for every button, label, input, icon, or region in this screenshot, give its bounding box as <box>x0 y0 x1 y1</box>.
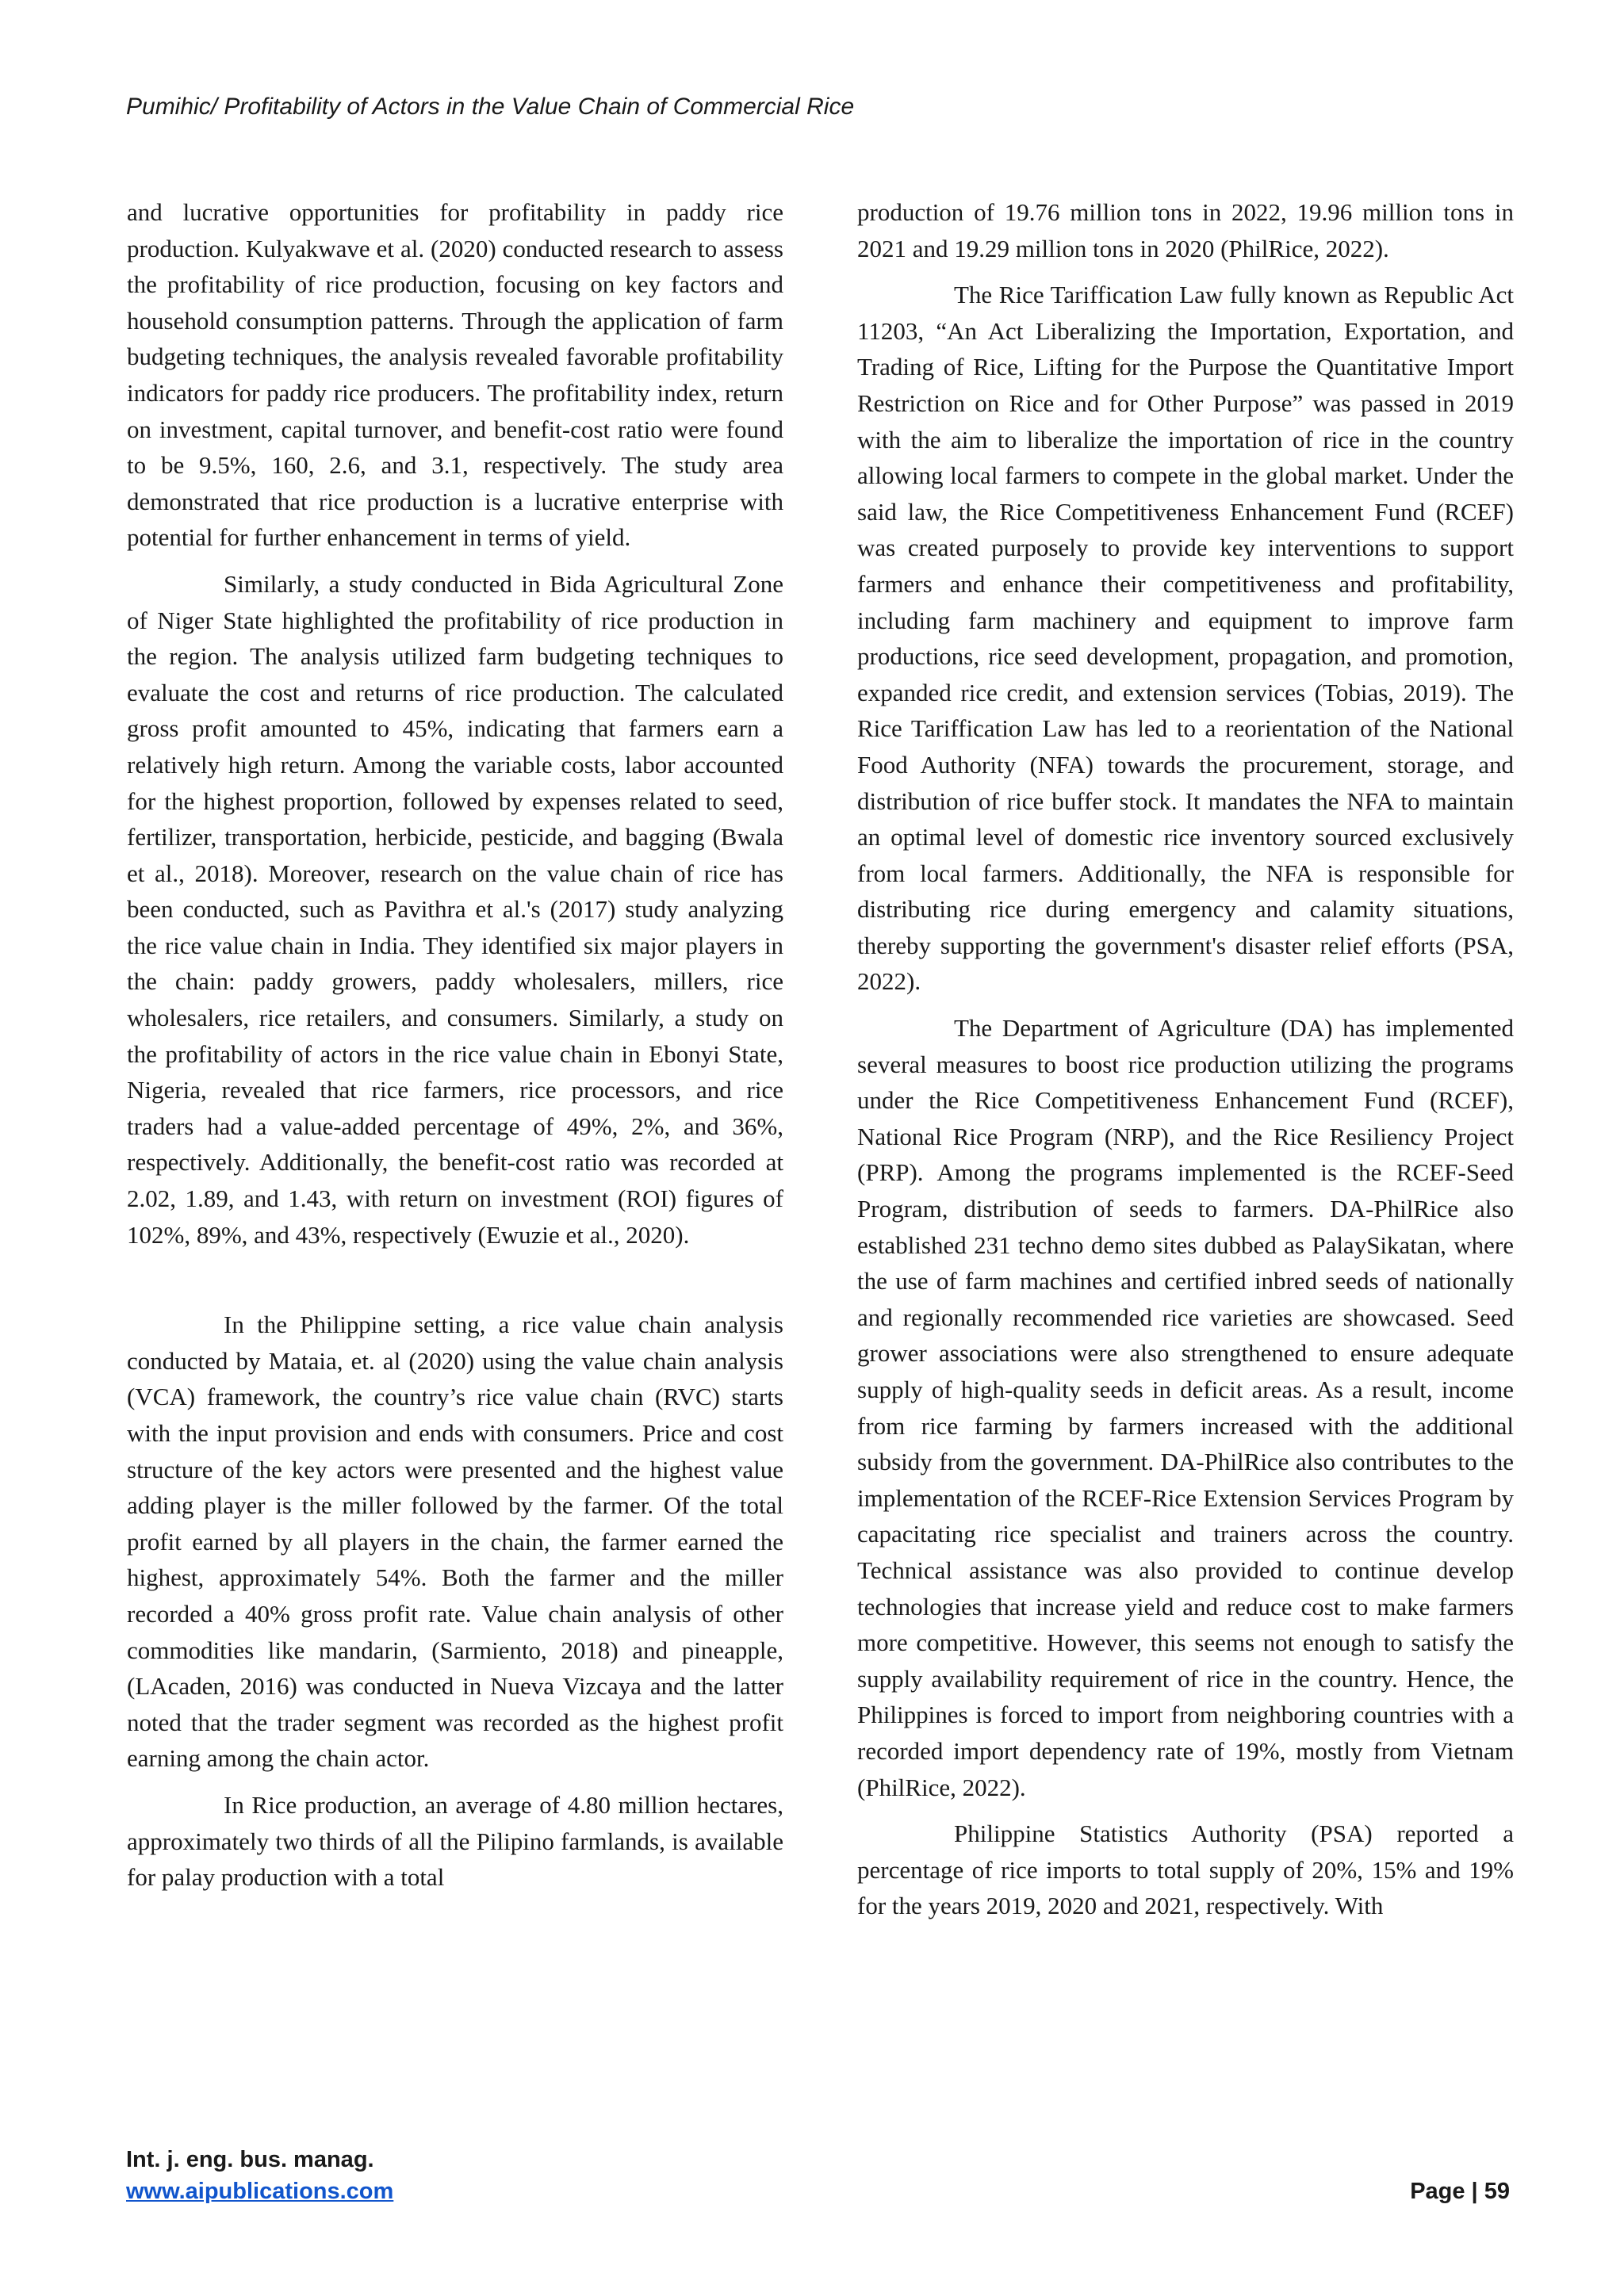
right-paragraph-2: The Rice Tariffication Law fully known as Republic Act 11203, “An Act Liberalizing the Importation, Exportation, and Trading of Rice, Lifting for the Purpose the Quantitative Import Restriction on Rice and for Other Purpose” was passed in 2019 with the aim to liberalize the importation of rice in the country allowing local farmers to compete in the global market. Under the said law, the Rice Competitiveness Enhancement Fund (RCEF) was created purposely to provide key interventions to support farmers and enhance their competitiveness and profitability, including farm machinery and equipment to improve farm productions, rice seed development, propagation, and promotion, expanded rice credit, and extension services (Tobias, 2019). The Rice Tariffication Law has led to a reorientation of the National Food Authority (NFA) towards the procurement, storage, and distribution of rice buffer stock. It mandates the NFA to maintain an optimal level of domestic rice inventory sourced exclusively from local farmers. Additionally, the NFA is responsible for distributing rice during emergency and calamity situations, thereby supporting the government's disaster relief efforts (PSA, 2022). <box>857 281 1514 996</box>
right-paragraph-1: production of 19.76 million tons in 2022, 19.96 million tons in 2021 and 19.29 million tons in 2020 (PhilRice, 2022). <box>857 198 1514 262</box>
right-column <box>857 194 1514 1934</box>
left-column <box>127 194 783 1906</box>
right-paragraph-4: Philippine Statistics Authority (PSA) reported a percentage of rice imports to total supply of 20%, 15% and 19% for the years 2019, 2020 and 2021, respectively. With <box>857 1820 1514 1920</box>
running-header: Pumihic/ Profitability of Actors in the Value Chain of Commercial Rice <box>126 94 855 120</box>
left-paragraph-3: In the Philippine setting, a rice value chain analysis conducted by Mataia, et. al (2020) using the value chain analysis (VCA) framework, the country’s rice value chain (RVC) starts with the input provision and ends with consumers. Price and cost structure of the key actors were presented and the highest value adding player is the miller followed by the farmer. Of the total profit earned by all players in the chain, the farmer earned the highest, approximately 54%. Both the farmer and the miller recorded a 40% gross profit rate. Value chain analysis of other commodities like mandarin, (Sarmiento, 2018) and pineapple, (LAcaden, 2016) was conducted in Nueva Vizcaya and the latter noted that the trader segment was recorded as the highest profit earning among the chain actor. <box>127 1311 783 1773</box>
journal-link[interactable]: www.aipublications.com <box>126 2179 394 2204</box>
left-paragraph-1: and lucrative opportunities for profitability in paddy rice production. Kulyakwave et al. (2020) conducted research to assess the profitability of rice production, focusing on key factors and household consumption patterns. Through the application of farm budgeting techniques, the analysis revealed favorable profitability indicators for paddy rice producers. The profitability index, return on investment, capital turnover, and benefit-cost ratio were found to be 9.5%, 160, 2.6, and 3.1, respectively. The study area demonstrated that rice production is a lucrative enterprise with potential for further enhancement in terms of yield. <box>127 198 783 552</box>
left-paragraph-2: Similarly, a study conducted in Bida Agricultural Zone of Niger State highlighted the profitability of rice production in the region. The analysis utilized farm budgeting techniques to evaluate the cost and returns of rice production. The calculated gross profit amounted to 45%, indicating that farmers earn a relatively high return. Among the variable costs, labor accounted for the highest proportion, followed by expenses related to seed, fertilizer, transportation, herbicide, pesticide, and bagging (Bwala et al., 2018). Moreover, research on the value chain of rice has been conducted, such as Pavithra et al.'s (2017) study analyzing the rice value chain in India. They identified six major players in the chain: paddy growers, paddy wholesalers, millers, rice wholesalers, rice retailers, and consumers. Similarly, a study on the profitability of actors in the rice value chain in Ebonyi State, Nigeria, revealed that rice farmers, rice processors, and rice traders had a value-added percentage of 49%, 2%, and 36%, respectively. Additionally, the benefit-cost ratio was recorded at 2.02, 1.89, and 1.43, with return on investment (ROI) figures of 102%, 89%, and 43%, respectively (Ewuzie et al., 2020). <box>127 569 783 1249</box>
right-paragraph-3: The Department of Agriculture (DA) has implemented several measures to boost rice production utilizing the programs under the Rice Competitiveness Enhancement Fund (RCEF), National Rice Program (NRP), and the Rice Resiliency Project (PRP). Among the programs implemented is the RCEF-Seed Program, distribution of seeds to farmers. DA-PhilRice also established 231 techno demo sites dubbed as PalaySikatan, where the use of farm machines and certified inbred seeds of nationally and regionally recommended rice varieties are showcased. Seed grower associations were also strengthened to ensure adequate supply of high-quality seeds in deficit areas. As a result, income from rice farming by farmers increased with the additional subsidy from the government. DA-PhilRice also contributes to the implementation of the RCEF-Rice Extension Services Program by capacitating rice specialist and trainers across the country. Technical assistance was also provided to continue develop technologies that increase yield and reduce cost to make farmers more competitive. However, this seems not enough to satisfy the supply availability requirement of rice in the country. Hence, the Philippines is forced to import from neighboring countries with a recorded import dependency rate of 19%, mostly from Vietnam (PhilRice, 2022). <box>857 1014 1514 1801</box>
page-number: Page | 59 <box>1410 2179 1510 2204</box>
footer <box>126 2144 393 2207</box>
left-paragraph-4: In Rice production, an average of 4.80 million hectares, approximately two thirds of all the Pilipino farmlands, is available for palay production with a total <box>127 1790 783 1892</box>
journal-name: Int. j. eng. bus. manag. <box>126 2147 374 2172</box>
